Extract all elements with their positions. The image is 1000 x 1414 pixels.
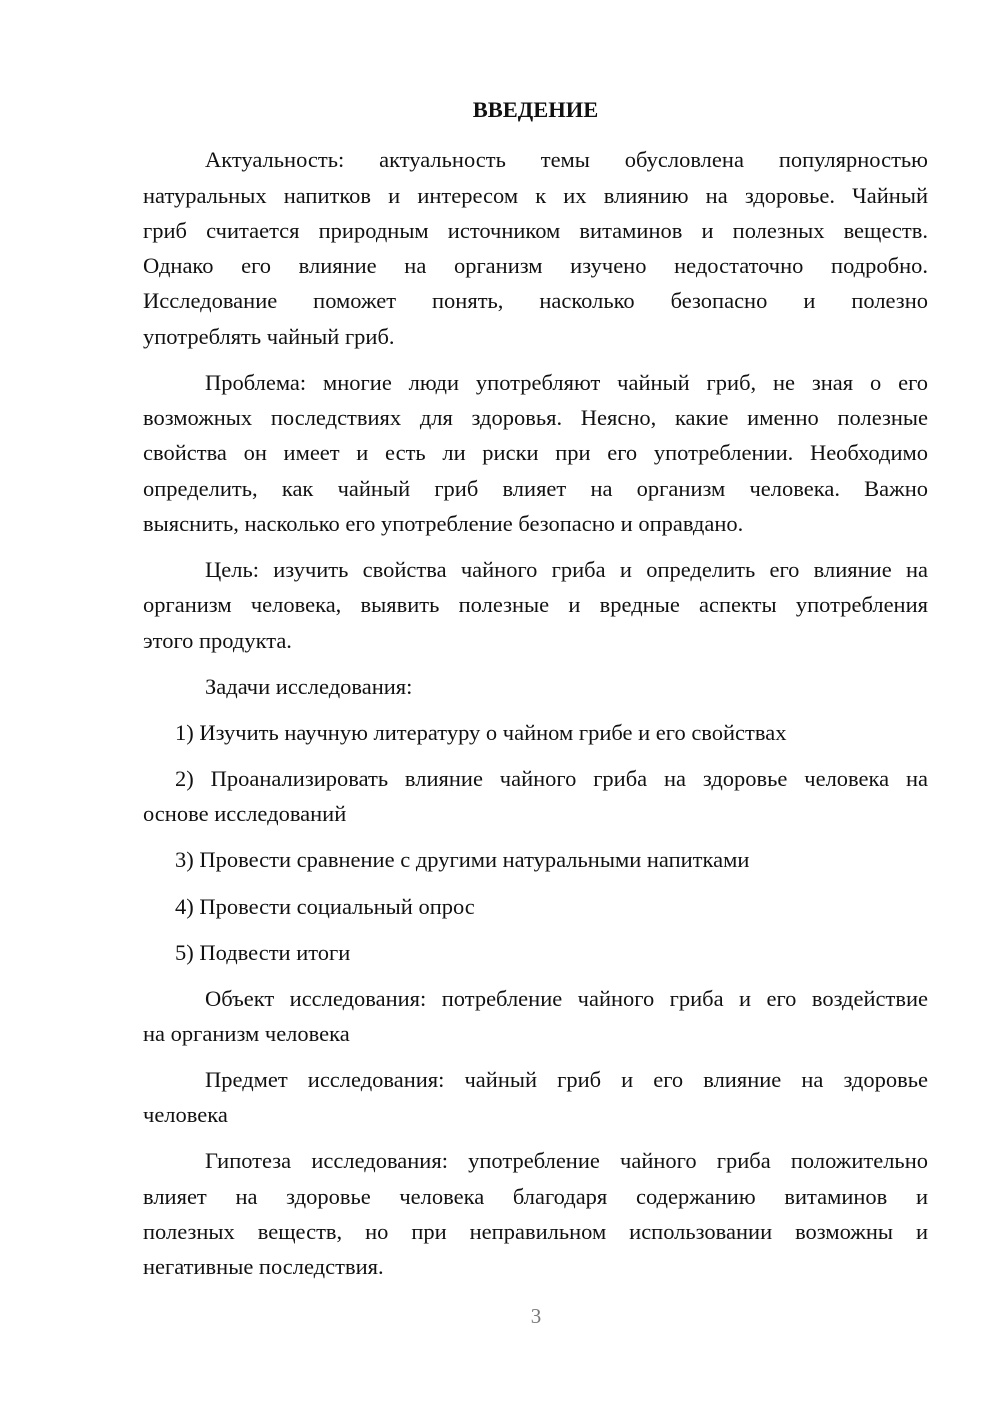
text-line: Исследование поможет понять, насколько безопасно и полезно xyxy=(143,288,928,314)
task-item xyxy=(143,842,928,877)
task-item xyxy=(143,889,928,924)
paragraph xyxy=(143,669,928,704)
task-item xyxy=(143,715,928,750)
text-line: возможных последствиях для здоровья. Неясно, какие именно полезные xyxy=(143,405,928,431)
paragraph xyxy=(143,142,928,354)
text-line: Актуальность: актуальность темы обусловлена популярностью xyxy=(205,147,928,173)
text-line: Проблема: многие люди употребляют чайный гриб, не зная о его xyxy=(205,369,928,395)
text-line: гриб считается природным источником витаминов и полезных веществ. xyxy=(143,217,928,243)
page-content xyxy=(143,92,928,1295)
text-line: 3) Провести сравнение с другими натуральными напитками xyxy=(175,847,750,873)
text-line: Гипотеза исследования: употребление чайного гриба положительно xyxy=(205,1148,928,1174)
text-line: 5) Подвести итоги xyxy=(175,939,351,965)
text-line: употреблять чайный гриб. xyxy=(143,323,395,349)
text-line: этого продукта. xyxy=(143,627,292,653)
text-line: Цель: изучить свойства чайного гриба и определить его влияние на xyxy=(205,557,928,583)
text-line: основе исследований xyxy=(143,801,347,827)
paragraph xyxy=(143,365,928,541)
task-item xyxy=(143,761,928,832)
text-line: выяснить, насколько его употребление безопасно и оправдано. xyxy=(143,511,744,537)
paragraph xyxy=(143,1062,928,1133)
text-line: на организм человека xyxy=(143,1021,350,1046)
text-line: определить, как чайный гриб влияет на организм человека. Важно xyxy=(143,475,928,501)
text-line: влияет на здоровье человека благодаря содержанию витаминов и xyxy=(143,1183,928,1209)
text-line: 4) Провести социальный опрос xyxy=(175,893,475,919)
text-line: Задачи исследования: xyxy=(205,673,413,699)
text-line: 1) Изучить научную литературу о чайном грибе и его свойствах xyxy=(175,719,787,745)
text-line: свойства он имеет и есть ли риски при его употреблении. Необходимо xyxy=(143,440,928,466)
text-line: Предмет исследования: чайный гриб и его влияние на здоровье xyxy=(205,1067,928,1093)
paragraph xyxy=(143,1143,928,1284)
body-text xyxy=(143,142,928,1284)
text-line: человека xyxy=(143,1102,228,1128)
paragraph xyxy=(143,552,928,658)
text-line: Объект исследования: потребление чайного гриба и его воздействие xyxy=(205,985,928,1011)
text-line: 2) Проанализировать влияние чайного гриба на здоровье человека на xyxy=(175,766,928,792)
section-title: ВВЕДЕНИЕ xyxy=(472,97,599,122)
task-item xyxy=(143,935,928,970)
text-line: организм человека, выявить полезные и вредные аспекты употребления xyxy=(143,592,928,618)
paragraph xyxy=(143,981,928,1052)
page-number: 3 xyxy=(530,1304,542,1328)
text-line: натуральных напитков и интересом к их влиянию на здоровье. Чайный xyxy=(143,182,928,208)
text-line: Однако его влияние на организм изучено недостаточно подробно. xyxy=(143,253,928,279)
text-line: негативные последствия. xyxy=(143,1254,384,1280)
text-line: полезных веществ, но при неправильном использовании возможны и xyxy=(143,1219,928,1245)
